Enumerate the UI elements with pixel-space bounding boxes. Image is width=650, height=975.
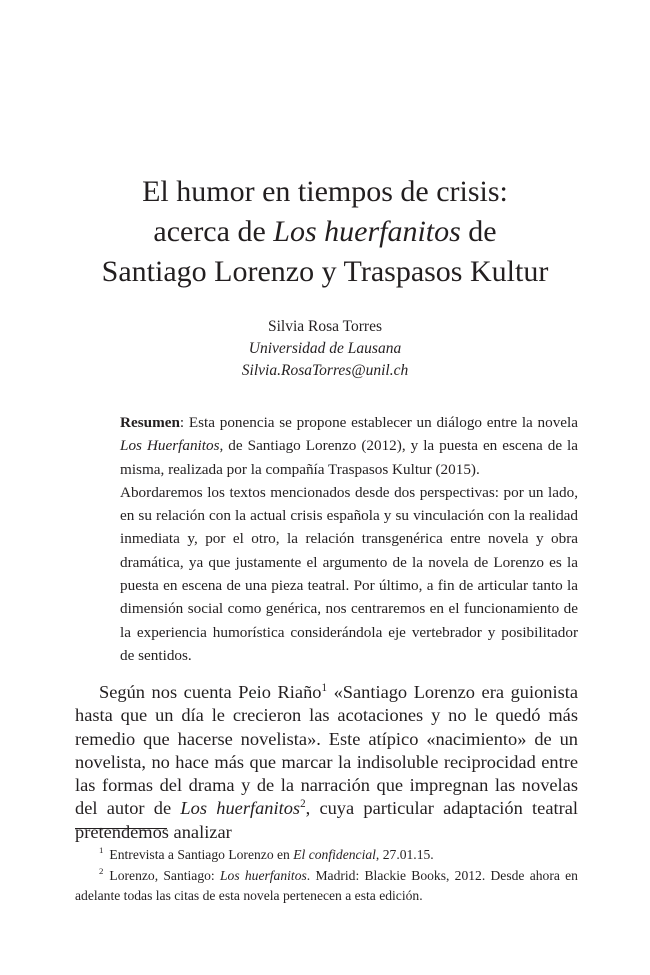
footnote-divider bbox=[75, 828, 167, 829]
title-line-1: El humor en tiempos de crisis: bbox=[142, 175, 508, 208]
abstract-p1-a: : Esta ponencia se propone establecer un diálogo entre la novela bbox=[179, 414, 578, 431]
body-text-c: , cuya particular adaptación teatral pretendemos analizar bbox=[75, 798, 579, 842]
footnote-2-mark: 2 bbox=[99, 865, 104, 876]
body-text-a: Según nos cuenta Peio Riaño bbox=[99, 682, 322, 702]
body-text-b: «Santiago Lorenzo era guionista hasta que un día le crecieron las acotaciones y no le quedó más remedio que hacerse novelista». Este atípico «nacimiento» de un novelista, no hace más que marcar la indisoluble reciprocidad entre las formas del drama y de la narración que impregnan las novelas del autor de bbox=[75, 682, 579, 819]
author-block bbox=[0, 316, 650, 382]
footnote-2-pre: Lorenzo, Santiago: bbox=[109, 867, 220, 883]
abstract-p1-b: , de Santiago Lorenzo (2012), y la puesta en escena de la misma, realizada por la compañía Traspasos Kultur (2015). bbox=[120, 437, 579, 478]
paper-title bbox=[0, 172, 650, 292]
title-line-2-pre: acerca de bbox=[153, 215, 274, 248]
author-affiliation: Universidad de Lausana bbox=[248, 340, 402, 357]
title-line-2-post: de bbox=[460, 215, 497, 248]
abstract-label: Resumen bbox=[120, 414, 180, 431]
title-book-name: Los huerfanitos bbox=[273, 215, 461, 248]
body-text bbox=[75, 681, 578, 844]
abstract-paragraph-2: Abordaremos los textos mencionados desde dos perspectivas: por un lado, en su relación con la actual crisis española y su vinculación con la realidad inmediata y, por el otro, la relación transgenérica entre novela y obra dramática, ya que justamente el argumento de la novela de Lorenzo es la puesta en escena de una pieza teatral. Por último, a fin de articular tanto la dimensión social como genérica, nos centraremos en el funcionamiento de la experiencia humorística considerándola eje vertebrador y posibilitador de sentidos. bbox=[120, 483, 578, 664]
footnote-1-post: , 27.01.15. bbox=[375, 847, 434, 862]
abstract-book-name: Los Huerfanitos bbox=[120, 437, 220, 455]
body-paragraph bbox=[75, 681, 578, 844]
footnote-2-italic: Los huerfanitos bbox=[219, 867, 307, 883]
footnote-1-italic: El confidencial bbox=[293, 847, 376, 862]
footnote-2 bbox=[75, 866, 578, 907]
footnotes bbox=[75, 845, 578, 907]
title-line-2 bbox=[0, 212, 650, 252]
body-book-name: Los huerfanitos bbox=[180, 798, 301, 819]
footnote-1-pre: Entrevista a Santiago Lorenzo en bbox=[109, 847, 294, 862]
footnote-1 bbox=[75, 845, 578, 866]
footnote-ref-2: 2 bbox=[300, 798, 306, 811]
title-line-3: Santiago Lorenzo y Traspasos Kultur bbox=[101, 255, 549, 288]
abstract-paragraph-1 bbox=[120, 411, 578, 481]
author-name: Silvia Rosa Torres bbox=[267, 318, 382, 335]
footnote-1-mark: 1 bbox=[99, 845, 104, 856]
footnote-2-post: . Madrid: Blackie Books, 2012. Desde ahora en adelante todas las citas de esta novela pertenecen a esta edición. bbox=[75, 867, 578, 903]
footnote-ref-1: 1 bbox=[321, 681, 327, 694]
author-email: Silvia.RosaTorres@unil.ch bbox=[241, 362, 409, 379]
abstract bbox=[120, 411, 578, 667]
